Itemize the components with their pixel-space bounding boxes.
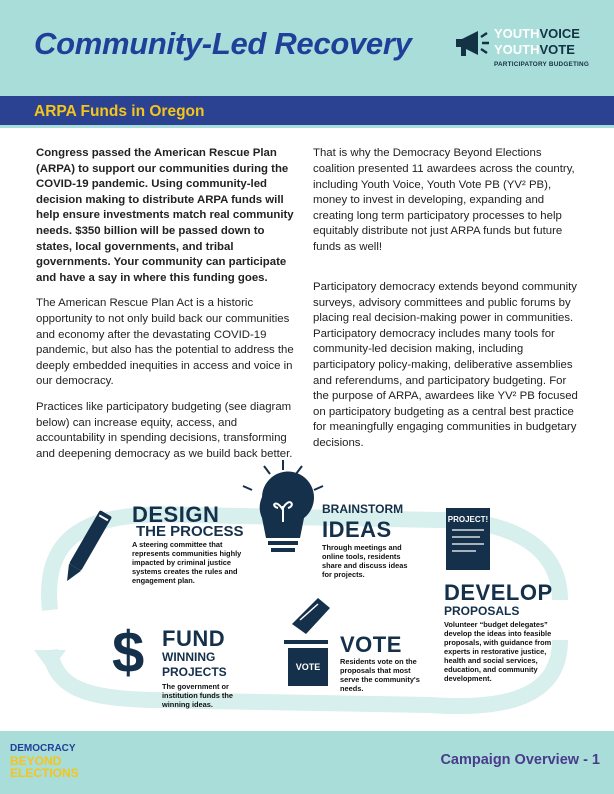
brainstorm-title: BRAINSTORM <box>322 502 404 516</box>
section-heading: ARPA Funds in Oregon <box>34 103 205 120</box>
ballot-box-icon <box>284 598 330 686</box>
dollar-icon: $ <box>112 620 145 685</box>
develop-description: Volunteer “budget delegates” develop the ideas into feasible proposals, with guidance from experts in restorative justice, health and social services, education, and community development. <box>444 620 552 683</box>
page-title: Community-Led Recovery <box>34 26 412 61</box>
brainstorm-subtitle: IDEAS <box>322 517 392 542</box>
fund-title: FUND <box>162 626 226 651</box>
project-sign-icon <box>446 508 490 570</box>
project-sign-text: PROJECT! <box>447 515 489 524</box>
develop-subtitle: PROPOSALS <box>444 604 520 618</box>
democracy-paragraph: Participatory democracy extends beyond community surveys, advisory committees and public forums by placing real decision-making power in communities. Participatory democracy includes many tools for community-led decision making, including participatory policy-making, deliberative assemblies and referendums, and participatory budgeting. For the purpose of ARPA, awardees like YV² PB focused on participatory budgeting as a central best practice for meaningfully engaging communities in budgetary decisions. <box>313 281 578 449</box>
brainstorm-description: Through meetings and online tools, residents share and discuss ideas for projects. <box>322 543 408 579</box>
practices-paragraph: Practices like participatory budgeting (see diagram below) can increase equity, access, and accountability in spending decisions, transforming and deepening democracy as we build back better. <box>36 400 293 460</box>
develop-title: DEVELOP <box>444 580 553 605</box>
democracy-beyond-elections-logo: DEMOCRACY BEYOND ELECTIONS <box>10 743 79 780</box>
fund-subtitle-1: WINNING <box>162 650 216 664</box>
design-subtitle: THE PROCESS <box>136 523 244 540</box>
vote-description: Residents vote on the proposals that most serve the community's needs. <box>340 657 420 693</box>
fund-subtitle-2: PROJECTS <box>162 665 227 679</box>
design-title: DESIGN <box>132 502 220 527</box>
ballot-box-label: VOTE <box>295 662 321 672</box>
intro-paragraph: Congress passed the American Rescue Plan (ARPA) to support our communities during the COVID-19 pandemic. Using community-led decision making to distribute ARPA funds will help ensure investments match real community needs. $350 billion will be passed down to states, local governments, and tribal governments. Your community can participate and have a say in where this funding goes. <box>36 147 294 284</box>
fund-description: The government or institution funds the winning ideas. <box>162 682 234 709</box>
practices-paragraph-clone: That is why the Democracy Beyond Elections coalition presented 11 awardees across the country, including Youth Voice, Youth Vote PB (YV² PB), money to invest in developing, expanding and creating long term participatory processes to help equitably distribute not just ARPA funds but future funds as well! <box>313 147 575 253</box>
logo-line-2: YOUTHVOTE <box>494 42 575 57</box>
design-description: A steering committee that represents communities highly impacted by criminal justice systems creates the rules and engagement plan. <box>132 540 242 585</box>
footer <box>0 731 614 794</box>
vote-title: VOTE <box>340 632 402 657</box>
arpa-paragraph: The American Rescue Plan Act is a historic opportunity to not only build back our communities and economy after the devastating COVID-19 pandemic, but also has the potential to address the deeply embedded inequities in access and voice in our democracy. <box>36 297 294 388</box>
logo-tagline: PARTICIPATORY BUDGETING <box>494 61 590 68</box>
logo-line-1: YOUTHVOICE <box>494 26 580 41</box>
lightbulb-icon <box>243 460 323 552</box>
page-label: Campaign Overview - 1 <box>440 752 600 768</box>
